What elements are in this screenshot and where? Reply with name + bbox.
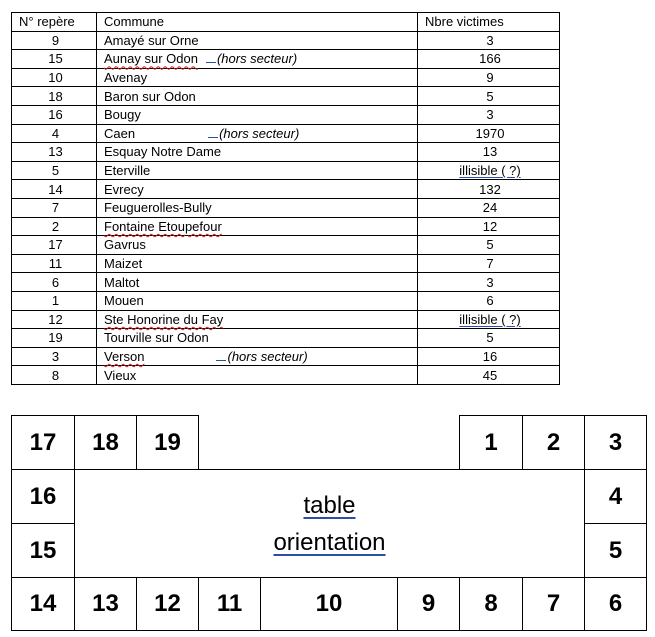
table-row [12,236,560,255]
seat-cell: 4 [584,469,647,524]
seat-cell: 7 [522,577,585,631]
row-commune-text: Ste Honorine du Fay [104,311,224,327]
row-number: 10 [12,68,97,87]
table-row [12,329,560,348]
underline-gap [208,125,218,138]
row-victims: 3 [418,31,560,50]
row-commune-text: Fontaine Etoupefour [104,218,222,234]
row-victims: 13 [418,143,560,162]
table-center [74,469,585,578]
row-commune: Feuguerolles-Bully [97,198,418,217]
row-victims: 5 [418,87,560,106]
row-number: 12 [12,310,97,329]
table-row [12,87,560,106]
header-number: N° repère [12,13,97,32]
header-victims: Nbre victimes [418,13,560,32]
seat-cell: 6 [584,577,647,631]
table-header-row [12,13,560,32]
row-victims: 16 [418,347,560,366]
row-victims: 6 [418,291,560,310]
seat-cell: 19 [136,415,199,470]
underline-gap [216,348,226,361]
row-commune: Gavrus [97,236,418,255]
center-label-orientation: orientation [273,528,386,556]
table-row [12,105,560,124]
row-victims: 166 [418,50,560,69]
row-number: 15 [12,50,97,69]
row-victims: 45 [418,366,560,385]
seat-cell: 2 [522,415,585,470]
row-number: 2 [12,217,97,236]
row-commune: Esquay Notre Dame [97,143,418,162]
row-commune: Caen [104,125,136,141]
victims-table [11,12,560,385]
seat-cell: 14 [11,577,75,631]
row-number: 14 [12,180,97,199]
table-row [12,50,560,69]
row-number: 13 [12,143,97,162]
row-commune: Evrecy [97,180,418,199]
row-note: (hors secteur) [216,51,298,67]
row-victims: 5 [418,329,560,348]
seat-cell: 18 [74,415,137,470]
row-commune: Bougy [97,105,418,124]
seating-diagram [11,415,647,631]
row-victims: 24 [418,198,560,217]
row-commune: Avenay [97,68,418,87]
row-commune: Maltot [97,273,418,292]
row-note: (hors secteur) [227,348,308,364]
table-row [12,310,560,329]
center-label-table: table [303,491,356,519]
row-victims: 3 [418,105,560,124]
table-row [12,161,560,180]
row-victims: 12 [418,217,560,236]
row-commune-cell [97,50,418,69]
seat-cell: 13 [74,577,137,631]
row-commune: Vieux [97,366,418,385]
row-victims-cell [418,310,560,329]
row-commune: Aunay sur Odon [104,51,198,67]
row-victims: 1970 [418,124,560,143]
seat-cell: 16 [11,469,75,524]
table-row [12,291,560,310]
row-number: 3 [12,347,97,366]
row-commune-cell [97,347,418,366]
row-victims: 132 [418,180,560,199]
row-number: 19 [12,329,97,348]
row-note: (hors secteur) [219,125,300,141]
row-commune: Mouen [97,291,418,310]
seat-cell: 3 [584,415,647,470]
underline-gap [206,50,216,63]
row-commune: Tourville sur Odon [97,329,418,348]
row-number: 4 [12,124,97,143]
row-victims-cell [418,161,560,180]
table-row [12,347,560,366]
row-number: 8 [12,366,97,385]
row-number: 16 [12,105,97,124]
table-row [12,31,560,50]
table-row [12,217,560,236]
row-victims: illisible ( ?) [459,163,521,179]
table-row [12,124,560,143]
table-row [12,180,560,199]
row-victims: 3 [418,273,560,292]
row-commune: Baron sur Odon [97,87,418,106]
row-number: 7 [12,198,97,217]
seat-cell: 8 [459,577,523,631]
seat-cell: 5 [584,523,647,578]
row-victims: illisible ( ?) [459,311,521,327]
table-row [12,273,560,292]
row-victims: 9 [418,68,560,87]
row-commune [97,310,418,329]
seat-cell: 17 [11,415,75,470]
row-commune: Maizet [97,254,418,273]
row-commune-cell [97,124,418,143]
row-victims: 7 [418,254,560,273]
row-number: 11 [12,254,97,273]
table-row [12,198,560,217]
header-commune: Commune [97,13,418,32]
row-victims: 5 [418,236,560,255]
row-number: 1 [12,291,97,310]
seat-cell: 12 [136,577,199,631]
row-number: 17 [12,236,97,255]
row-commune [97,217,418,236]
row-number: 5 [12,161,97,180]
seat-cell: 15 [11,523,75,578]
row-commune: Eterville [97,161,418,180]
row-commune: Verson [104,348,145,364]
row-number: 18 [12,87,97,106]
table-row [12,143,560,162]
row-number: 6 [12,273,97,292]
seat-cell: 1 [459,415,523,470]
seat-cell: 9 [397,577,460,631]
seat-cell: 11 [198,577,261,631]
table-row [12,68,560,87]
seat-cell: 10 [260,577,398,631]
row-number: 9 [12,31,97,50]
table-row [12,366,560,385]
table-row [12,254,560,273]
row-commune: Amayé sur Orne [97,31,418,50]
